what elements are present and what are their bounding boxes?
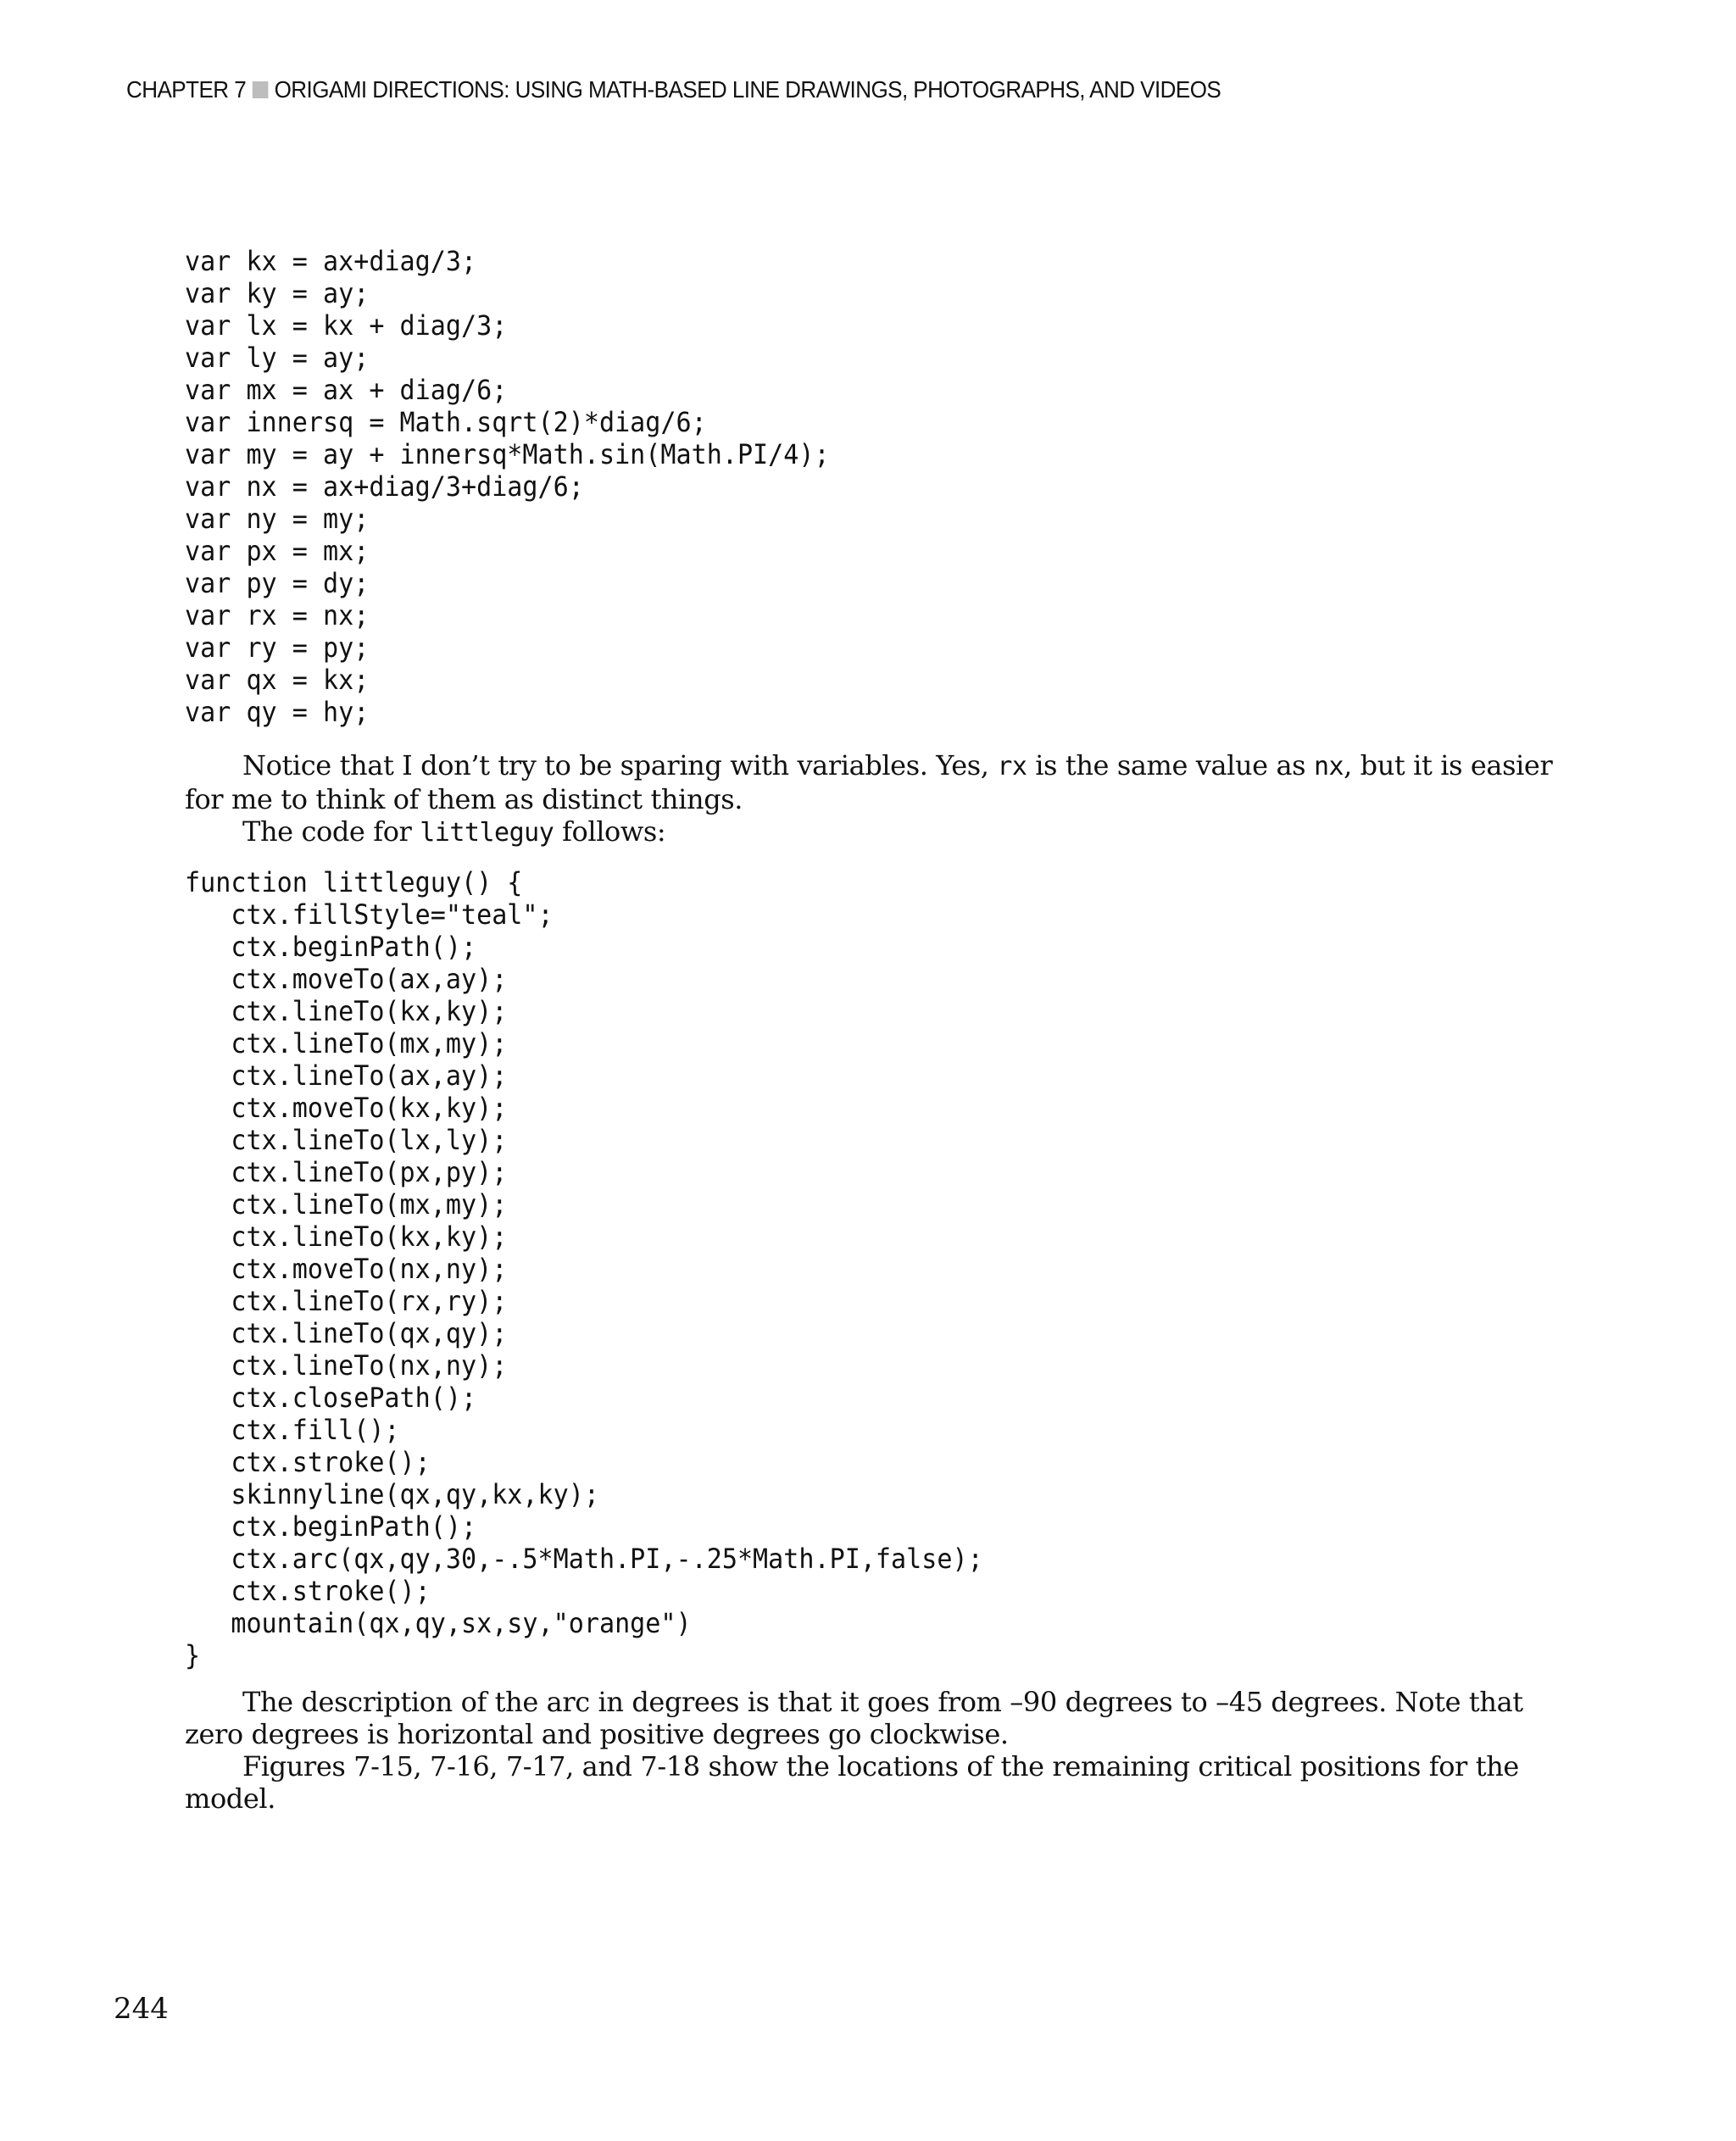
code-line: ctx.lineTo(px,py);: [185, 1156, 508, 1188]
code-line: skinnyline(qx,qy,kx,ky);: [185, 1478, 599, 1510]
code-block-variables: [185, 245, 830, 728]
code-line: ctx.lineTo(ax,ay);: [185, 1059, 508, 1092]
body-text-1: [185, 749, 1558, 849]
code-line: ctx.lineTo(nx,ny);: [185, 1349, 508, 1382]
paragraph-variables-note: Notice that I don’t try to be sparing with variables. Yes, rx is the same value as nx, but it is easier for me to think of them as distinct things.: [185, 749, 1553, 815]
code-line: ctx.beginPath();: [185, 931, 477, 963]
code-line: var qx = kx;: [185, 664, 370, 696]
code-line: var qy = hy;: [185, 696, 370, 728]
code-line: ctx.fillStyle="teal";: [185, 898, 554, 931]
inline-code-rx: rx: [997, 752, 1027, 781]
code-line: var py = dy;: [185, 567, 370, 599]
inline-code-littleguy: littleguy: [420, 818, 554, 848]
code-line: ctx.moveTo(nx,ny);: [185, 1253, 508, 1285]
code-line: ctx.lineTo(mx,my);: [185, 1188, 508, 1221]
inline-code-nx: nx: [1313, 752, 1344, 781]
paragraph-littleguy-intro: The code for littleguy follows:: [242, 815, 666, 848]
code-line: var nx = ax+diag/3+diag/6;: [185, 470, 584, 503]
code-line: var rx = nx;: [185, 599, 370, 631]
code-line: ctx.stroke();: [185, 1446, 431, 1478]
paragraph-arc-description: The description of the arc in degrees is that it goes from –90 degrees to –45 degrees. Note that zero degrees is horizontal and positive degrees go clockwise.: [185, 1686, 1523, 1750]
code-line: var mx = ax + diag/6;: [185, 374, 508, 406]
code-line: var px = mx;: [185, 535, 370, 567]
code-line: var innersq = Math.sqrt(2)*diag/6;: [185, 406, 707, 438]
code-line: var my = ay + innersq*Math.sin(Math.PI/4);: [185, 438, 830, 470]
code-line: ctx.lineTo(mx,my);: [185, 1027, 508, 1059]
code-line: ctx.stroke();: [185, 1575, 431, 1607]
code-line: ctx.lineTo(rx,ry);: [185, 1285, 508, 1317]
running-head: [126, 73, 1221, 107]
code-line: var kx = ax+diag/3;: [185, 245, 477, 277]
code-block-littleguy: [185, 866, 983, 1671]
code-line: var ly = ay;: [185, 342, 370, 374]
code-line: ctx.lineTo(qx,qy);: [185, 1317, 508, 1349]
page-number: 244: [114, 1992, 169, 2026]
code-line: ctx.arc(qx,qy,30,-.5*Math.PI,-.25*Math.PI,false);: [185, 1543, 983, 1575]
code-line: ctx.lineTo(lx,ly);: [185, 1124, 508, 1156]
code-line: var ry = py;: [185, 631, 370, 664]
code-line: mountain(qx,qy,sx,sy,"orange"): [185, 1607, 692, 1639]
code-line: ctx.moveTo(kx,ky);: [185, 1092, 508, 1124]
code-line: var ky = ay;: [185, 277, 370, 309]
code-line: ctx.lineTo(kx,ky);: [185, 1221, 508, 1253]
chapter-label: CHAPTER 7: [126, 76, 247, 103]
code-line: ctx.closePath();: [185, 1382, 477, 1414]
code-line: ctx.lineTo(kx,ky);: [185, 995, 508, 1027]
body-text-2: [185, 1686, 1558, 1815]
code-line: }: [185, 1639, 201, 1671]
chapter-title: ORIGAMI DIRECTIONS: USING MATH-BASED LINE DRAWINGS, PHOTOGRAPHS, AND VIDEOS: [274, 76, 1221, 103]
code-line: ctx.moveTo(ax,ay);: [185, 963, 508, 995]
code-line: var ny = my;: [185, 503, 370, 535]
code-line: function littleguy() {: [185, 866, 523, 898]
code-line: ctx.beginPath();: [185, 1510, 477, 1543]
separator-square-icon: [253, 81, 269, 98]
paragraph-figures-reference: Figures 7-15, 7-16, 7-17, and 7-18 show the locations of the remaining critical positions for the model.: [185, 1750, 1519, 1815]
code-line: ctx.fill();: [185, 1414, 400, 1446]
code-line: var lx = kx + diag/3;: [185, 309, 508, 342]
